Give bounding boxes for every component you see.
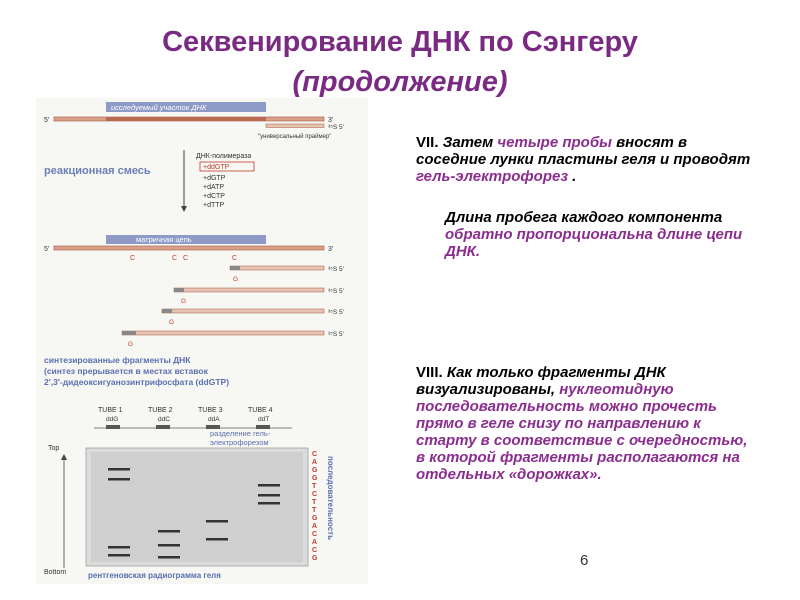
band-g-4 (108, 554, 130, 557)
top-strand-region (106, 117, 266, 121)
band-a-2 (206, 538, 228, 541)
down-arrow-head (181, 206, 187, 212)
tube-2-sub: ddC (158, 416, 170, 423)
base-g-2: G (181, 298, 187, 305)
p8-highlight: нуклеотидную последовательность можно прочесть прямо в геле снизу по направлению к старту в соответствие с очередностью, в которой фрагменты располагаются на отдельных «дорожках». (416, 381, 748, 483)
seq-letter: G (312, 475, 318, 482)
title-line-2: (продолжение) (292, 66, 508, 98)
p7b-highlight: обратно пропорциональна длине цепи ДНК. (445, 226, 743, 260)
sanger-figure (36, 98, 368, 584)
seq-letter: T (312, 507, 317, 514)
seq-letter: C (312, 491, 318, 498)
axis-arrow-head (61, 454, 67, 460)
template-strand (54, 246, 324, 250)
tube-1-sub: ddG (106, 416, 119, 423)
sequence-vertical-label: последовательность (326, 456, 335, 540)
p7-a: Затем (442, 134, 494, 151)
base-c-1: C (130, 255, 136, 262)
base-g-4: G (128, 341, 134, 348)
nucleotide-4: +dTTP (203, 202, 225, 209)
tube-2-label: TUBE 2 (148, 407, 173, 414)
template-strand-label: матричная цепь (136, 235, 192, 244)
template-5-end: 5' (44, 246, 50, 253)
top-label: Top (48, 445, 60, 452)
p8-number: VIII. (416, 364, 443, 381)
top-strand-5-end: 5' (44, 117, 50, 124)
top-strand-3-end: 3' (328, 117, 334, 124)
seq-letter: C (312, 451, 318, 458)
band-c-2 (158, 544, 180, 547)
seq-letter: T (312, 483, 317, 490)
reaction-mix-label: реакционная смесь (44, 165, 151, 177)
polymerase-label: ДНК-полимераза (196, 153, 252, 160)
base-c-2: C (172, 255, 178, 262)
tube-3-label: TUBE 3 (198, 407, 223, 414)
band-c-1 (158, 530, 180, 533)
band-t-3 (258, 502, 280, 505)
seq-letter: G (312, 515, 318, 522)
seq-letter: A (312, 459, 318, 466)
gel-separation-1: разделение гель- (210, 429, 271, 438)
fragment-4-dd (122, 331, 136, 335)
band-c-3 (158, 556, 180, 559)
p7b-a: Длина пробега каждого компонента (445, 209, 723, 226)
tube-4-label: TUBE 4 (248, 407, 273, 414)
band-g-3 (108, 546, 130, 549)
title-line-1: Секвенирование ДНК по Сэнгеру (162, 26, 638, 58)
template-3-end: 3' (328, 246, 334, 253)
sequence-column (312, 451, 318, 562)
tube-4-sub: ddT (258, 416, 270, 423)
p7-c: . (572, 168, 577, 185)
investigated-region-label: исследуемый участок ДНК (111, 103, 207, 112)
nucleotide-2: +dATP (203, 184, 225, 191)
seq-letter: G (312, 467, 318, 474)
p8-a: Как только фрагменты ДНК визуализированы, (416, 364, 666, 398)
tube-3-sub: ddA (208, 416, 220, 423)
p7-highlight-2: гель-электрофорез (416, 168, 568, 185)
band-t-1 (258, 484, 280, 487)
well-1 (106, 425, 120, 429)
fragment-2-s35: ³⁵S 5' (328, 288, 344, 295)
seq-letter: A (312, 539, 318, 546)
fragment-2-dd (174, 288, 184, 292)
fragments-caption-1: синтезированные фрагменты ДНК (44, 355, 191, 365)
base-c-3: C (183, 255, 189, 262)
base-c-4: C (232, 255, 238, 262)
primer-s35-label: ³⁵S 5' (328, 124, 344, 131)
primer-strand (266, 124, 324, 128)
fragment-1-dd (230, 266, 240, 270)
nucleotide-1: +dGTP (203, 175, 226, 182)
fragment-1-s35: ³⁵S 5' (328, 266, 344, 273)
p7-highlight-1: четыре пробы (497, 134, 612, 151)
p7-number: VII. (416, 134, 439, 151)
gel-separation-2: электрофорезом (210, 438, 269, 447)
seq-letter: T (312, 499, 317, 506)
fragments-caption-2: (синтез прерывается в местах вставок (44, 366, 208, 376)
fragment-3-dd (162, 309, 172, 313)
p7-b: вносят в соседние лунки пластины геля и проводят (416, 134, 751, 168)
primer-label: "универсальный праймер" (258, 134, 332, 140)
fragment-3 (162, 309, 324, 313)
band-a-1 (206, 520, 228, 523)
nucleotide-3: +dCTP (203, 193, 225, 200)
fragments-caption-3: 2',3'-дидеоксигуанозинтрифосфата (ddGTP) (44, 377, 230, 387)
ddgtp-label: +ddGTP (203, 164, 230, 171)
fragment-2 (174, 288, 324, 292)
fragment-1 (230, 266, 324, 270)
well-2 (156, 425, 170, 429)
seq-letter: G (312, 555, 318, 562)
seq-letter: A (312, 523, 318, 530)
fragment-4 (122, 331, 324, 335)
paragraph-vii-continued (445, 209, 745, 260)
paragraph-viii (416, 364, 756, 483)
tube-1-label: TUBE 1 (98, 407, 123, 414)
fragment-3-s35: ³⁵S 5' (328, 309, 344, 316)
seq-letter: C (312, 531, 318, 538)
seq-letter: C (312, 547, 318, 554)
band-g-2 (108, 478, 130, 481)
fragment-4-s35: ³⁵S 5' (328, 331, 344, 338)
band-g-1 (108, 468, 130, 471)
bottom-label: Bottom (44, 569, 67, 576)
base-g-1: G (233, 276, 239, 283)
page-number: 6 (580, 552, 589, 569)
slide-title (0, 22, 800, 102)
autoradiogram-caption: рентгеновская радиограмма геля (88, 571, 221, 580)
base-g-3: G (169, 319, 175, 326)
paragraph-vii (416, 134, 756, 185)
band-t-2 (258, 494, 280, 497)
